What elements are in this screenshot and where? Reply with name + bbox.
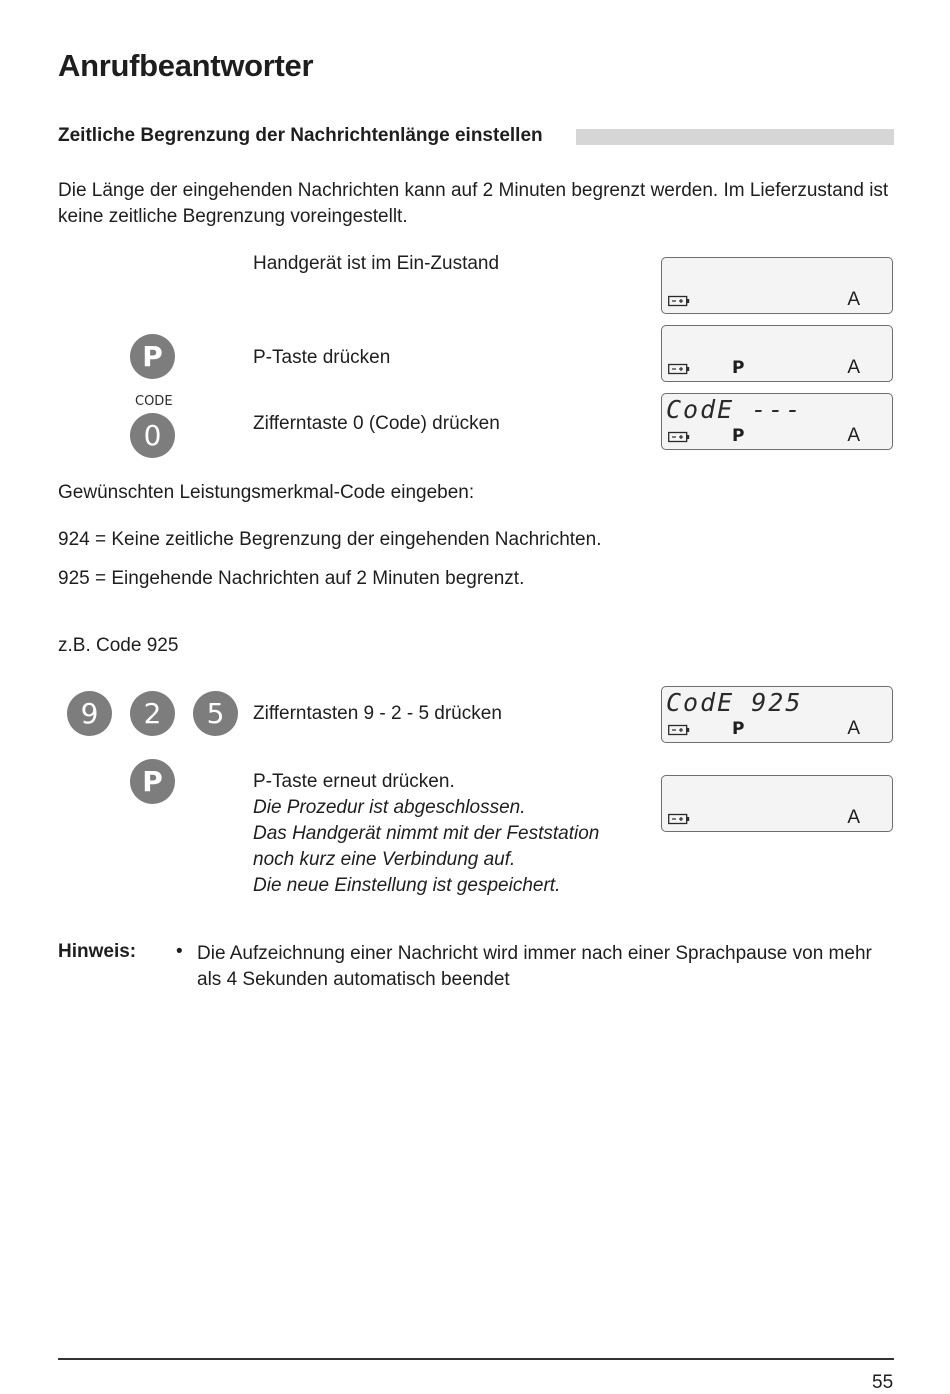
battery-icon	[668, 363, 690, 375]
p-key-icon	[130, 334, 175, 379]
p-key-label: P	[142, 765, 163, 798]
footer-rule	[58, 1358, 894, 1360]
zero-key-label: 0	[143, 419, 162, 452]
lcd-a-flag: A	[847, 357, 860, 378]
section-title-bar	[576, 129, 894, 145]
lcd-display-idle-final	[661, 775, 893, 832]
two-key-icon	[130, 691, 175, 736]
section-title: Zeitliche Begrenzung der Nachrichtenlänge einstellen	[58, 125, 543, 146]
lcd-a-flag: A	[847, 425, 860, 446]
step-result-line: Das Handgerät nimmt mit der Feststation	[253, 823, 600, 844]
step-result-line: Die neue Einstellung ist gespeichert.	[253, 875, 561, 896]
battery-icon	[668, 295, 690, 307]
prompt-text: Gewünschten Leistungsmerkmal-Code eingeben:	[58, 482, 475, 503]
p-key-icon	[130, 759, 175, 804]
page-number: 55	[872, 1372, 894, 1393]
lcd-a-flag: A	[847, 807, 860, 828]
p-key-label: P	[142, 340, 163, 373]
lcd-segment-text: CodE ---	[666, 395, 803, 424]
lcd-a-flag: A	[847, 289, 860, 310]
step-press-p: P-Taste drücken	[253, 347, 391, 368]
step-press-zero: Zifferntaste 0 (Code) drücken	[253, 413, 500, 434]
lcd-a-flag: A	[847, 718, 860, 739]
battery-icon	[668, 813, 690, 825]
note-text: Die Aufzeichnung einer Nachricht wird immer nach einer Sprachpause von mehr als 4 Sekunden automatisch beendet	[197, 943, 872, 990]
lcd-segment-text: CodE 925	[666, 688, 803, 717]
battery-icon	[668, 724, 690, 736]
note-bullet: •	[176, 941, 183, 962]
page-title: Anrufbeantworter	[58, 48, 314, 83]
code-key-caption: CODE	[135, 394, 173, 409]
battery-icon	[668, 431, 690, 443]
lcd-display-p	[661, 325, 893, 382]
step-press-p-again: P-Taste erneut drücken.	[253, 771, 455, 792]
five-key-label: 5	[206, 697, 225, 730]
step-result-line: Die Prozedur ist abgeschlossen.	[253, 797, 526, 818]
note-label: Hinweis:	[58, 941, 137, 962]
lcd-display-code-empty	[661, 393, 893, 450]
intro-paragraph: Die Länge der eingehenden Nachrichten kann auf 2 Minuten begrenzt werden. Im Lieferzustand ist keine zeitliche Begrenzung voreingestellt.	[58, 180, 889, 227]
step-handset-on: Handgerät ist im Ein-Zustand	[253, 253, 500, 274]
lcd-display-code-925	[661, 686, 893, 743]
lcd-p-flag: P	[732, 358, 745, 378]
lcd-p-flag: P	[732, 719, 745, 739]
zero-key-icon	[130, 413, 175, 458]
code-924-description: 924 = Keine zeitliche Begrenzung der eingehenden Nachrichten.	[58, 529, 602, 550]
two-key-label: 2	[143, 697, 162, 730]
step-result-line: noch kurz eine Verbindung auf.	[253, 849, 516, 870]
lcd-p-flag: P	[732, 426, 745, 446]
five-key-icon	[193, 691, 238, 736]
step-press-925: Zifferntasten 9 - 2 - 5 drücken	[253, 703, 502, 724]
example-text: z.B. Code 925	[58, 635, 179, 656]
lcd-display-idle	[661, 257, 893, 314]
nine-key-icon	[67, 691, 112, 736]
code-925-description: 925 = Eingehende Nachrichten auf 2 Minuten begrenzt.	[58, 568, 525, 589]
nine-key-label: 9	[80, 697, 99, 730]
